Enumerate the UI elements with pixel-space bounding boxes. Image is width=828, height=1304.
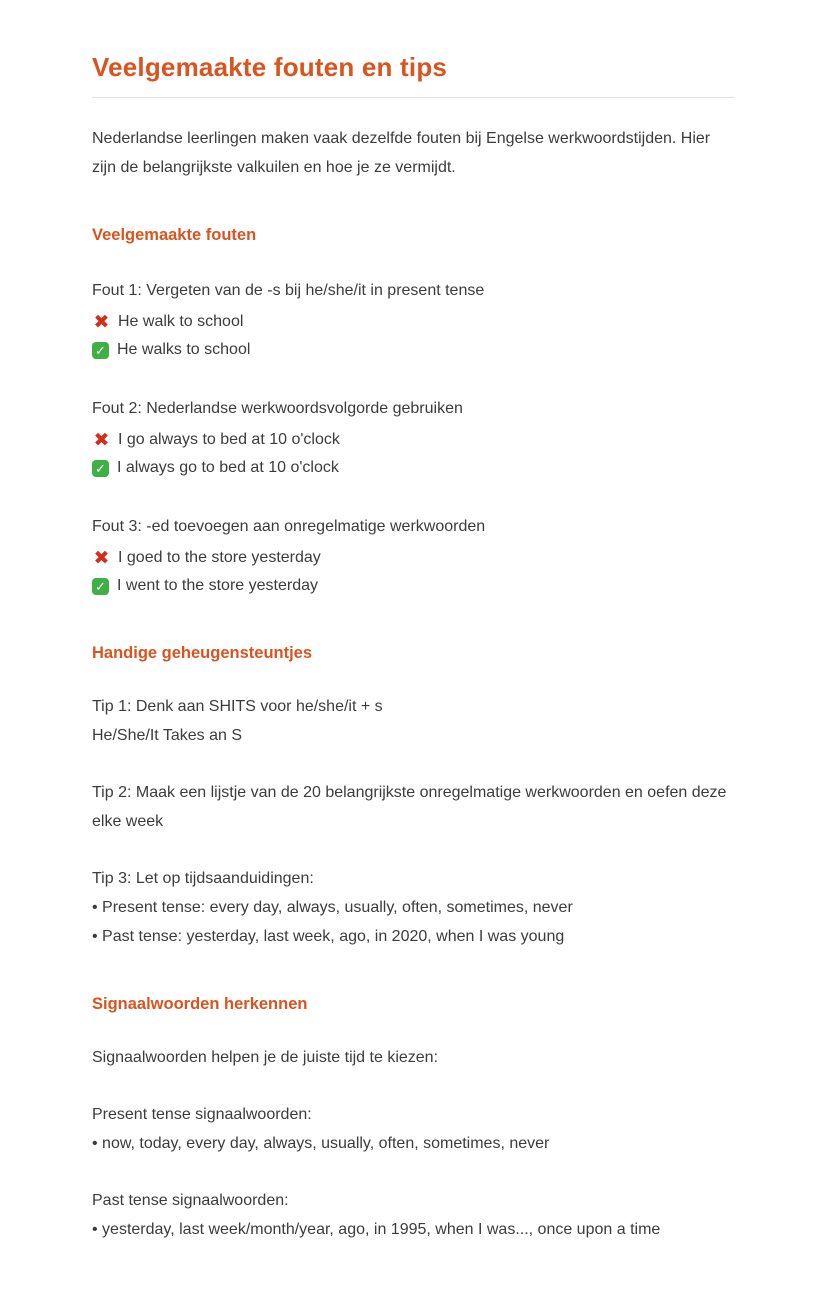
cross-icon: ✖ xyxy=(93,429,110,451)
check-icon: ✓ xyxy=(92,578,109,595)
present-signal-label: Present tense signaalwoorden: xyxy=(92,1106,312,1123)
fout-group-3 xyxy=(92,512,735,600)
right-example xyxy=(92,454,735,482)
fout-label: Fout 1: Vergeten van de -s bij he/she/it in present tense xyxy=(92,282,485,299)
fout-label: Fout 2: Nederlandse werkwoordsvolgorde gebruiken xyxy=(92,400,463,417)
tip1-line2: He/She/It Takes an S xyxy=(92,727,243,744)
past-signal-bullet: • yesterday, last week/month/year, ago, in 1995, when I was..., once upon a time xyxy=(92,1221,661,1238)
section-heading-tips: Handige geheugensteuntjes xyxy=(92,644,313,662)
tip3-label: Tip 3: Let op tijdsaanduidingen: xyxy=(92,870,314,887)
check-icon: ✓ xyxy=(92,460,109,477)
title-divider xyxy=(92,97,735,98)
tip-block-1 xyxy=(92,692,735,750)
tip3-bullet-present: • Present tense: every day, always, usually, often, sometimes, never xyxy=(92,899,573,916)
fout-group-1 xyxy=(92,276,735,364)
past-signal-block xyxy=(92,1186,735,1244)
wrong-example-text: I go always to bed at 10 o'clock xyxy=(118,431,340,448)
tip3-bullet-past: • Past tense: yesterday, last week, ago, in 2020, when I was young xyxy=(92,928,565,945)
wrong-example xyxy=(92,426,735,454)
check-icon: ✓ xyxy=(92,342,109,359)
present-signal-block xyxy=(92,1100,735,1158)
right-example xyxy=(92,572,735,600)
section-heading-fouten: Veelgemaakte fouten xyxy=(92,226,257,244)
wrong-example xyxy=(92,544,735,572)
signaalwoorden-intro: Signaalwoorden helpen je de juiste tijd te kiezen: xyxy=(92,1049,439,1066)
present-signal-bullet: • now, today, every day, always, usually, often, sometimes, never xyxy=(92,1135,550,1152)
cross-icon: ✖ xyxy=(93,311,110,333)
page-title: Veelgemaakte fouten en tips xyxy=(92,52,448,82)
signaalwoorden-intro-block xyxy=(92,1043,735,1072)
right-example-text: He walks to school xyxy=(117,341,251,358)
tip1-line1: Tip 1: Denk aan SHITS voor he/she/it + s xyxy=(92,698,383,715)
right-example-text: I went to the store yesterday xyxy=(117,577,318,594)
wrong-example xyxy=(92,308,735,336)
right-example-text: I always go to bed at 10 o'clock xyxy=(117,459,339,476)
tip-block-3 xyxy=(92,864,735,951)
intro-paragraph: Nederlandse leerlingen maken vaak dezelfde fouten bij Engelse werkwoordstijden. Hier zijn de belangrijkste valkuilen en hoe je ze vermijdt. xyxy=(92,130,711,176)
tip2-text: Tip 2: Maak een lijstje van de 20 belangrijkste onregelmatige werkwoorden en oefen deze elke week xyxy=(92,784,727,830)
cross-icon: ✖ xyxy=(93,547,110,569)
wrong-example-text: He walk to school xyxy=(118,313,244,330)
fout-group-2 xyxy=(92,394,735,482)
wrong-example-text: I goed to the store yesterday xyxy=(118,549,321,566)
section-heading-signaalwoorden: Signaalwoorden herkennen xyxy=(92,995,308,1013)
past-signal-label: Past tense signaalwoorden: xyxy=(92,1192,289,1209)
tip-block-2 xyxy=(92,778,735,836)
right-example xyxy=(92,336,735,364)
fout-label: Fout 3: -ed toevoegen aan onregelmatige werkwoorden xyxy=(92,518,486,535)
